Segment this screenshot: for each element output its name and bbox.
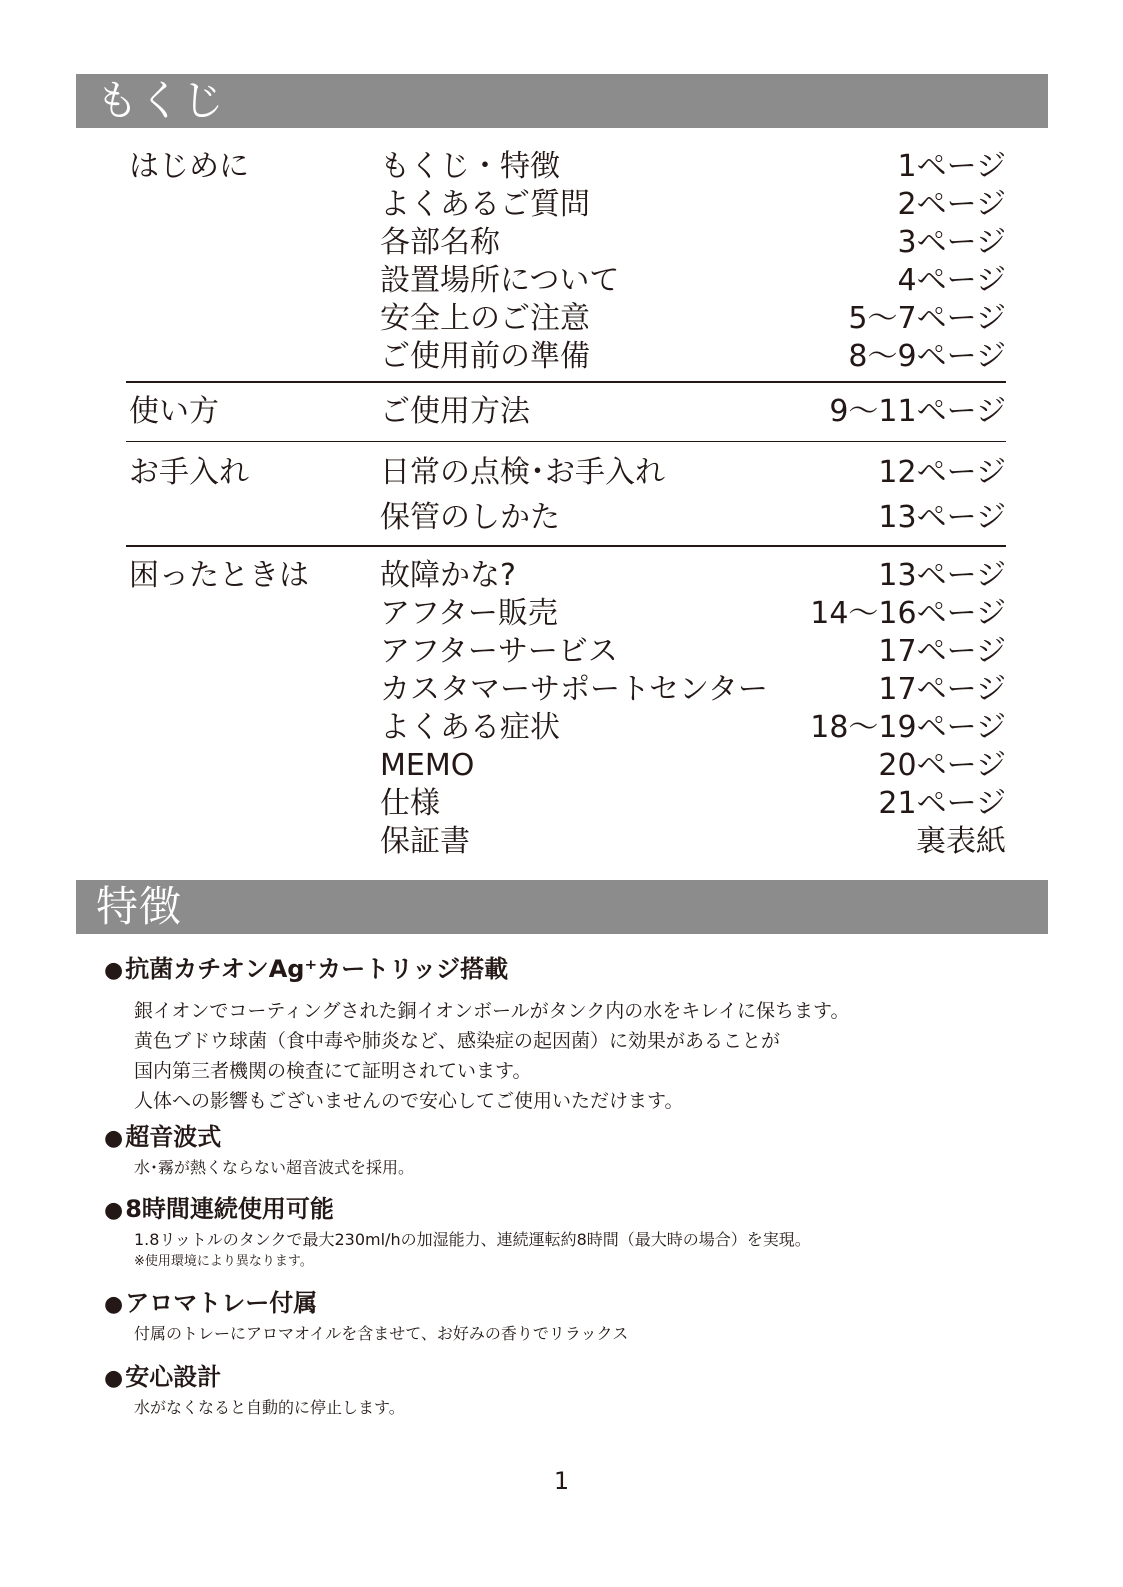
- toc-item: 設置場所について: [380, 263, 620, 298]
- toc-section-title: お手入れ: [129, 455, 249, 490]
- toc-page: 17ページ: [878, 671, 1006, 707]
- bullet-icon: ●: [104, 958, 124, 983]
- toc-item: 仕様: [380, 785, 440, 821]
- bullet-icon: ●: [104, 1366, 124, 1391]
- toc-row[interactable]: [126, 709, 1006, 747]
- toc-section-hajimeni: [126, 148, 1006, 376]
- feature-title: [104, 1288, 1004, 1320]
- toc-page: 18～19ページ: [810, 709, 1006, 745]
- toc-page: 8～9ページ: [848, 339, 1006, 374]
- feature-antibacterial: [104, 954, 1004, 1116]
- feature-title-text: 超音波式: [125, 1123, 222, 1151]
- toc-section-title: 使い方: [129, 393, 219, 429]
- feature-body-line: 水･霧が熱くならない超音波式を採用。: [134, 1158, 415, 1177]
- toc-page: 3ページ: [897, 225, 1006, 260]
- toc-row[interactable]: [126, 595, 1006, 633]
- feature-body-line: 国内第三者機関の検査にて証明されています。: [134, 1060, 532, 1082]
- toc-header-band: [76, 74, 1048, 128]
- toc-row[interactable]: [126, 454, 1006, 499]
- toc-page: 5～7ページ: [848, 301, 1006, 336]
- features-header-band: [76, 880, 1048, 934]
- toc-section-oteire: [126, 454, 1006, 537]
- toc-item: よくある症状: [380, 709, 560, 745]
- toc-item: アフターサービス: [380, 633, 618, 669]
- toc-item: MEMO: [380, 747, 475, 783]
- toc-item: アフター販売: [380, 595, 558, 631]
- toc-row[interactable]: [126, 186, 1006, 224]
- feature-body-line: 銀イオンでコーティングされた銅イオンボールがタンク内の水をキレイに保ちます。: [134, 1000, 850, 1022]
- toc-page: 13ページ: [878, 500, 1006, 535]
- toc-page: 裏表紙: [916, 823, 1006, 859]
- toc-section-komatta: [126, 557, 1006, 861]
- toc-item: 安全上のご注意: [380, 301, 590, 336]
- toc-page: 4ページ: [897, 263, 1006, 298]
- feature-aroma-tray: [104, 1288, 1004, 1346]
- toc-row[interactable]: [126, 671, 1006, 709]
- feature-title-text: 8時間連続使用可能: [125, 1195, 334, 1223]
- toc-item: カスタマーサポートセンター: [380, 671, 768, 707]
- toc-item: 保証書: [380, 823, 470, 859]
- toc-page: 2ページ: [897, 187, 1006, 222]
- feature-title-text: 安心設計: [125, 1363, 222, 1391]
- page-number: 1: [553, 1467, 570, 1495]
- toc-section-tsukaikata: [126, 393, 1006, 431]
- features-header-title: 特徴: [96, 882, 183, 931]
- feature-note: ※使用環境により異なります。: [134, 1254, 313, 1269]
- toc-row[interactable]: [126, 338, 1006, 376]
- toc-row[interactable]: [126, 224, 1006, 262]
- toc-section-title: はじめに: [129, 149, 249, 184]
- toc-header-title: もくじ: [96, 76, 226, 125]
- feature-ultrasonic: [104, 1122, 1004, 1180]
- toc-divider: [126, 545, 1006, 547]
- table-of-contents: [126, 148, 1006, 861]
- toc-page: 12ページ: [878, 455, 1006, 490]
- toc-item: 故障かな?: [380, 557, 516, 593]
- feature-8-hours: [104, 1194, 1004, 1272]
- toc-row[interactable]: [126, 148, 1006, 186]
- toc-page: 17ページ: [878, 633, 1006, 669]
- toc-divider: [126, 441, 1006, 443]
- toc-divider: [126, 381, 1006, 383]
- toc-item: ご使用方法: [380, 393, 530, 429]
- toc-item: 保管のしかた: [380, 500, 560, 535]
- toc-row[interactable]: [126, 300, 1006, 338]
- toc-item: もくじ・特徴: [380, 149, 560, 184]
- feature-body-line: 1.8リットルのタンクで最大230ml/hの加湿能力、連続運転約8時間（最大時の場合）を実現。: [134, 1230, 811, 1249]
- toc-page: 14～16ページ: [810, 595, 1006, 631]
- feature-body-line: 付属のトレーにアロマオイルを含ませて、お好みの香りでリラックス: [134, 1324, 629, 1343]
- feature-body-line: 黄色ブドウ球菌（食中毒や肺炎など、感染症の起因菌）に効果があることが: [134, 1030, 781, 1052]
- feature-title: [104, 1362, 1004, 1394]
- bullet-icon: ●: [104, 1198, 124, 1223]
- toc-item: ご使用前の準備: [380, 339, 590, 374]
- toc-page: 13ページ: [878, 557, 1006, 593]
- toc-page: 20ページ: [878, 747, 1006, 783]
- toc-row[interactable]: [126, 262, 1006, 300]
- bullet-icon: ●: [104, 1126, 124, 1151]
- toc-item: 日常の点検･お手入れ: [380, 455, 665, 490]
- feature-title-text: アロマトレー付属: [125, 1289, 318, 1317]
- feature-title-text: 抗菌カチオンAg⁺カートリッジ搭載: [125, 955, 509, 983]
- toc-page: 1ページ: [897, 149, 1006, 184]
- feature-body-line: 水がなくなると自動的に停止します。: [134, 1398, 405, 1417]
- bullet-icon: ●: [104, 1292, 124, 1317]
- toc-row[interactable]: [126, 785, 1006, 823]
- feature-title: [104, 1122, 1004, 1154]
- toc-row[interactable]: [126, 633, 1006, 671]
- toc-section-title: 困ったときは: [129, 557, 309, 593]
- toc-item: 各部名称: [380, 225, 500, 260]
- toc-page: 9～11ページ: [829, 393, 1006, 429]
- feature-title: [104, 954, 1004, 986]
- toc-row[interactable]: [126, 823, 1006, 861]
- feature-body-line: 人体への影響もございませんので安心してご使用いただけます。: [134, 1090, 684, 1112]
- toc-row[interactable]: [126, 499, 1006, 537]
- toc-item: よくあるご質問: [380, 187, 590, 222]
- toc-row[interactable]: [126, 747, 1006, 785]
- feature-title: [104, 1194, 1004, 1226]
- toc-page: 21ページ: [878, 785, 1006, 821]
- toc-row[interactable]: [126, 393, 1006, 431]
- feature-safety-design: [104, 1362, 1004, 1420]
- toc-row[interactable]: [126, 557, 1006, 595]
